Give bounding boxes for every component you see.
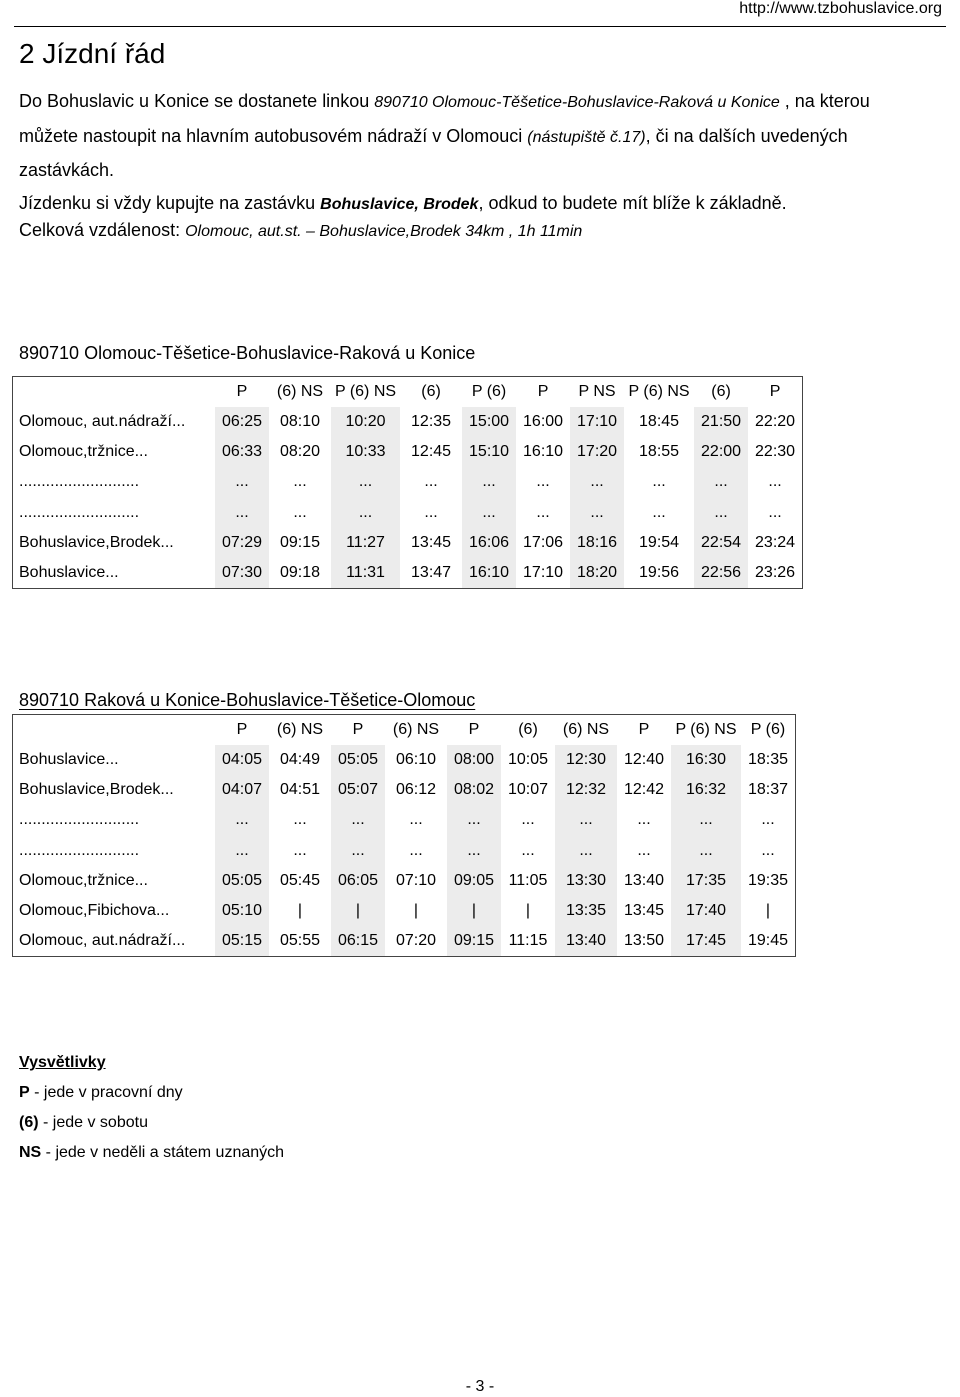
departure-time: ... — [462, 498, 516, 528]
line-name: 890710 Olomouc-Těšetice-Bohuslavice-Raková u Konice — [374, 94, 780, 111]
stop-name: ........................... — [19, 503, 140, 521]
stop-name: Olomouc, aut.nádraží... — [19, 932, 186, 950]
departure-time: 04:07 — [215, 775, 269, 805]
table-row — [13, 467, 802, 497]
table-row — [13, 498, 802, 528]
departure-time: ... — [462, 467, 516, 497]
departure-time: 06:33 — [215, 437, 269, 467]
departure-time: 12:42 — [623, 781, 665, 799]
departure-time: 11:31 — [331, 558, 400, 588]
departure-time: 22:20 — [755, 413, 796, 431]
legend-key: P — [19, 1084, 30, 1101]
departure-time: 12:40 — [623, 751, 665, 769]
intro-text: zastávkách. — [19, 160, 115, 180]
departure-time: 18:45 — [639, 413, 680, 431]
distance-label: Celková vzdálenost: — [19, 220, 186, 240]
departure-time: 06:12 — [395, 781, 437, 799]
legend-item — [19, 1108, 284, 1138]
header-row — [13, 377, 802, 407]
departure-time: 07:29 — [215, 528, 269, 558]
intro-paragraph — [19, 85, 939, 221]
departure-time: ... — [570, 467, 624, 497]
legend-text: - jede v pracovní dny — [29, 1084, 183, 1101]
departure-time: 06:05 — [331, 866, 385, 896]
departure-time: 18:20 — [570, 558, 624, 588]
departure-time: ... — [521, 811, 535, 829]
departure-time: ... — [293, 811, 307, 829]
departure-time: 07:10 — [395, 871, 437, 889]
departure-time: 08:02 — [447, 775, 501, 805]
column-header: (6) NS — [276, 383, 324, 400]
departure-time: ... — [293, 503, 307, 521]
departure-time: ... — [536, 473, 550, 491]
departure-time: ... — [652, 503, 666, 521]
departure-time: 05:07 — [331, 775, 385, 805]
stop-name: ........................... — [19, 841, 140, 859]
intro-text: , na kterou — [779, 91, 870, 111]
departure-time: 12:35 — [411, 413, 452, 431]
table-row — [13, 836, 795, 866]
departure-time: 12:30 — [555, 745, 617, 775]
table-row — [13, 926, 795, 956]
table-row — [13, 558, 802, 588]
departure-time: ... — [409, 811, 423, 829]
departure-time: ... — [671, 805, 741, 835]
departure-time: 18:35 — [747, 751, 789, 769]
total-distance — [19, 220, 582, 241]
departure-time: 05:10 — [215, 896, 269, 926]
table-row — [13, 805, 795, 835]
departure-time: ... — [331, 467, 400, 497]
departure-time: 10:20 — [331, 407, 400, 437]
departure-time: 05:05 — [331, 745, 385, 775]
departure-time: ... — [761, 841, 775, 859]
departure-time: 06:15 — [331, 926, 385, 956]
departure-time: ... — [331, 836, 385, 866]
header-blank — [13, 377, 215, 407]
intro-text: Do Bohuslavic u Konice se dostanete linkou — [19, 91, 375, 111]
column-header: (6) NS — [276, 721, 324, 738]
departure-time: 04:49 — [279, 751, 321, 769]
departure-time: ... — [768, 473, 782, 491]
departure-time: 18:37 — [747, 781, 789, 799]
timetable-outbound — [12, 376, 803, 589]
stop-name: Olomouc,tržnice... — [19, 443, 148, 461]
intro-text: , odkud to budete mít blíže k základně. — [478, 192, 787, 213]
departure-time: ... — [694, 467, 748, 497]
departure-time: 17:35 — [671, 866, 741, 896]
departure-time: 16:32 — [671, 775, 741, 805]
stop-name: Bohuslavice... — [19, 751, 119, 769]
departure-time: 11:27 — [331, 528, 400, 558]
stop-name: Olomouc, aut.nádraží... — [19, 413, 186, 431]
stop-name: Olomouc,tržnice... — [19, 871, 148, 889]
header-blank — [13, 715, 215, 745]
departure-time: 13:47 — [411, 564, 452, 582]
table-row — [13, 866, 795, 896]
departure-time: 05:15 — [215, 926, 269, 956]
column-header: P — [236, 721, 248, 738]
column-header: (6) NS — [562, 721, 610, 738]
departure-time: 05:45 — [279, 871, 321, 889]
departure-time: 22:30 — [755, 443, 796, 461]
legend — [19, 1048, 284, 1168]
column-header: P (6) — [750, 721, 786, 738]
departure-time: ... — [215, 836, 269, 866]
departure-time: 17:10 — [570, 407, 624, 437]
departure-time: 19:56 — [639, 564, 680, 582]
departure-time: 07:30 — [215, 558, 269, 588]
departure-time: 10:05 — [507, 751, 549, 769]
intro-text: , či na dalších uvedených — [645, 125, 848, 146]
departure-time: ... — [570, 498, 624, 528]
column-header: P NS — [578, 383, 616, 400]
column-header: P — [352, 721, 364, 738]
column-header: (6) — [421, 383, 441, 400]
table-row — [13, 437, 802, 467]
departure-time: 09:15 — [279, 533, 321, 551]
departure-time: ... — [424, 503, 438, 521]
departure-time: 16:06 — [462, 528, 516, 558]
column-header: P — [236, 383, 248, 400]
departure-time: ... — [447, 805, 501, 835]
intro-text: můžete nastoupit na hlavním autobusovém nádraží v Olomouci — [19, 125, 528, 146]
legend-title: Vysvětlivky — [19, 1054, 106, 1071]
column-header: P (6) — [471, 383, 507, 400]
departure-time: 13:40 — [555, 926, 617, 956]
platform-note: (nástupiště č.17) — [527, 128, 646, 146]
departure-time: 15:10 — [462, 437, 516, 467]
header-url: http://www.tzbohuslavice.org — [739, 0, 942, 17]
column-header: P — [769, 383, 781, 400]
stop-name: Bohuslavice,Brodek... — [19, 781, 174, 799]
header-divider — [14, 26, 946, 27]
header-row — [13, 715, 795, 745]
departure-time: ... — [536, 503, 550, 521]
departure-time: 04:51 — [279, 781, 321, 799]
departure-time: 08:00 — [447, 745, 501, 775]
departure-time: ... — [694, 498, 748, 528]
departure-time: 19:54 — [639, 533, 680, 551]
column-header: P (6) NS — [675, 721, 737, 738]
departure-time: 17:06 — [523, 533, 564, 551]
departure-time: | — [525, 902, 531, 920]
table-row — [13, 775, 795, 805]
departure-time: 18:55 — [639, 443, 680, 461]
table2-title: 890710 Raková u Konice-Bohuslavice-Těšetice-Olomouc — [19, 690, 476, 710]
departure-time: 07:20 — [395, 932, 437, 950]
departure-time: 16:00 — [523, 413, 564, 431]
departure-time: ... — [521, 841, 535, 859]
departure-time: 17:10 — [523, 564, 564, 582]
departure-time: 17:20 — [570, 437, 624, 467]
departure-time: 09:15 — [447, 926, 501, 956]
departure-time: 12:32 — [555, 775, 617, 805]
departure-time: 16:10 — [462, 558, 516, 588]
departure-time: ... — [555, 805, 617, 835]
column-header: P — [537, 383, 549, 400]
table-row — [13, 528, 802, 558]
table-row — [13, 896, 795, 926]
departure-time: 09:18 — [279, 564, 321, 582]
departure-time: ... — [215, 467, 269, 497]
departure-time: 09:05 — [447, 866, 501, 896]
stop-name: Bohuslavice... — [19, 564, 119, 582]
departure-time: 22:54 — [694, 528, 748, 558]
departure-time: 06:10 — [395, 751, 437, 769]
departure-time: 16:10 — [523, 443, 564, 461]
departure-time: | — [447, 896, 501, 926]
departure-time: ... — [215, 805, 269, 835]
departure-time: 21:50 — [694, 407, 748, 437]
departure-time: 13:35 — [555, 896, 617, 926]
departure-time: 17:40 — [671, 896, 741, 926]
departure-time: 22:00 — [694, 437, 748, 467]
page-title: 2 Jízdní řád — [19, 38, 166, 69]
intro-text: Jízdenku si vždy kupujte na zastávku — [19, 192, 321, 213]
departure-time: ... — [637, 841, 651, 859]
departure-time: 12:45 — [411, 443, 452, 461]
departure-time: 13:40 — [623, 871, 665, 889]
departure-time: 08:20 — [279, 443, 321, 461]
legend-item — [19, 1138, 284, 1168]
departure-time: 23:24 — [755, 533, 796, 551]
legend-text: - jede v sobotu — [38, 1114, 148, 1131]
column-header: (6) NS — [392, 721, 440, 738]
table-row — [13, 407, 802, 437]
departure-time: 15:00 — [462, 407, 516, 437]
departure-time: 22:56 — [694, 558, 748, 588]
departure-time: 10:07 — [507, 781, 549, 799]
legend-key: NS — [19, 1144, 42, 1161]
departure-time: 19:35 — [747, 871, 789, 889]
departure-time: 23:26 — [755, 564, 796, 582]
column-header: (6) — [518, 721, 538, 738]
legend-text: - jede v neděli a státem uznaných — [41, 1144, 285, 1161]
legend-key: (6) — [19, 1114, 39, 1131]
column-header: P (6) NS — [628, 383, 690, 400]
departure-time: ... — [293, 473, 307, 491]
column-header: (6) — [711, 383, 731, 400]
column-header: P — [638, 721, 650, 738]
departure-time: | — [765, 902, 771, 920]
departure-time: ... — [652, 473, 666, 491]
stop-name: ........................... — [19, 473, 140, 491]
departure-time: ... — [768, 503, 782, 521]
departure-time: ... — [671, 836, 741, 866]
departure-time: 13:45 — [623, 902, 665, 920]
departure-time: 08:10 — [279, 413, 321, 431]
departure-time: 13:30 — [555, 866, 617, 896]
table1-title: 890710 Olomouc-Těšetice-Bohuslavice-Raková u Konice — [19, 343, 476, 363]
distance-value: Olomouc, aut.st. – Bohuslavice,Brodek 34km , 1h 11min — [185, 223, 583, 240]
ticket-stop: Bohuslavice, Brodek — [320, 195, 479, 213]
departure-time: ... — [215, 498, 269, 528]
departure-time: 04:05 — [215, 745, 269, 775]
departure-time: ... — [637, 811, 651, 829]
departure-time: 17:45 — [671, 926, 741, 956]
departure-time: ... — [331, 498, 400, 528]
departure-time: ... — [447, 836, 501, 866]
stop-name: Bohuslavice,Brodek... — [19, 533, 174, 551]
legend-item — [19, 1078, 284, 1108]
departure-time: 11:15 — [508, 932, 548, 950]
departure-time: 19:45 — [747, 932, 789, 950]
stop-name: ........................... — [19, 811, 140, 829]
departure-time: 11:05 — [508, 871, 548, 889]
departure-time: 13:45 — [411, 533, 452, 551]
departure-time: 18:16 — [570, 528, 624, 558]
column-header: P (6) NS — [335, 383, 397, 400]
departure-time: ... — [424, 473, 438, 491]
table-row — [13, 745, 795, 775]
timetable-return — [12, 714, 796, 957]
departure-time: ... — [293, 841, 307, 859]
departure-time: 16:30 — [671, 745, 741, 775]
page-number: - 3 - — [465, 1378, 495, 1395]
stop-name: Olomouc,Fibichova... — [19, 902, 170, 920]
departure-time: 06:25 — [215, 407, 269, 437]
departure-time: 05:55 — [279, 932, 321, 950]
departure-time: ... — [555, 836, 617, 866]
departure-time: ... — [409, 841, 423, 859]
departure-time: | — [413, 902, 419, 920]
column-header: P — [468, 721, 480, 738]
departure-time: 10:33 — [331, 437, 400, 467]
departure-time: | — [331, 896, 385, 926]
departure-time: | — [297, 902, 303, 920]
departure-time: ... — [761, 811, 775, 829]
departure-time: ... — [331, 805, 385, 835]
departure-time: 05:05 — [215, 866, 269, 896]
departure-time: 13:50 — [623, 932, 665, 950]
